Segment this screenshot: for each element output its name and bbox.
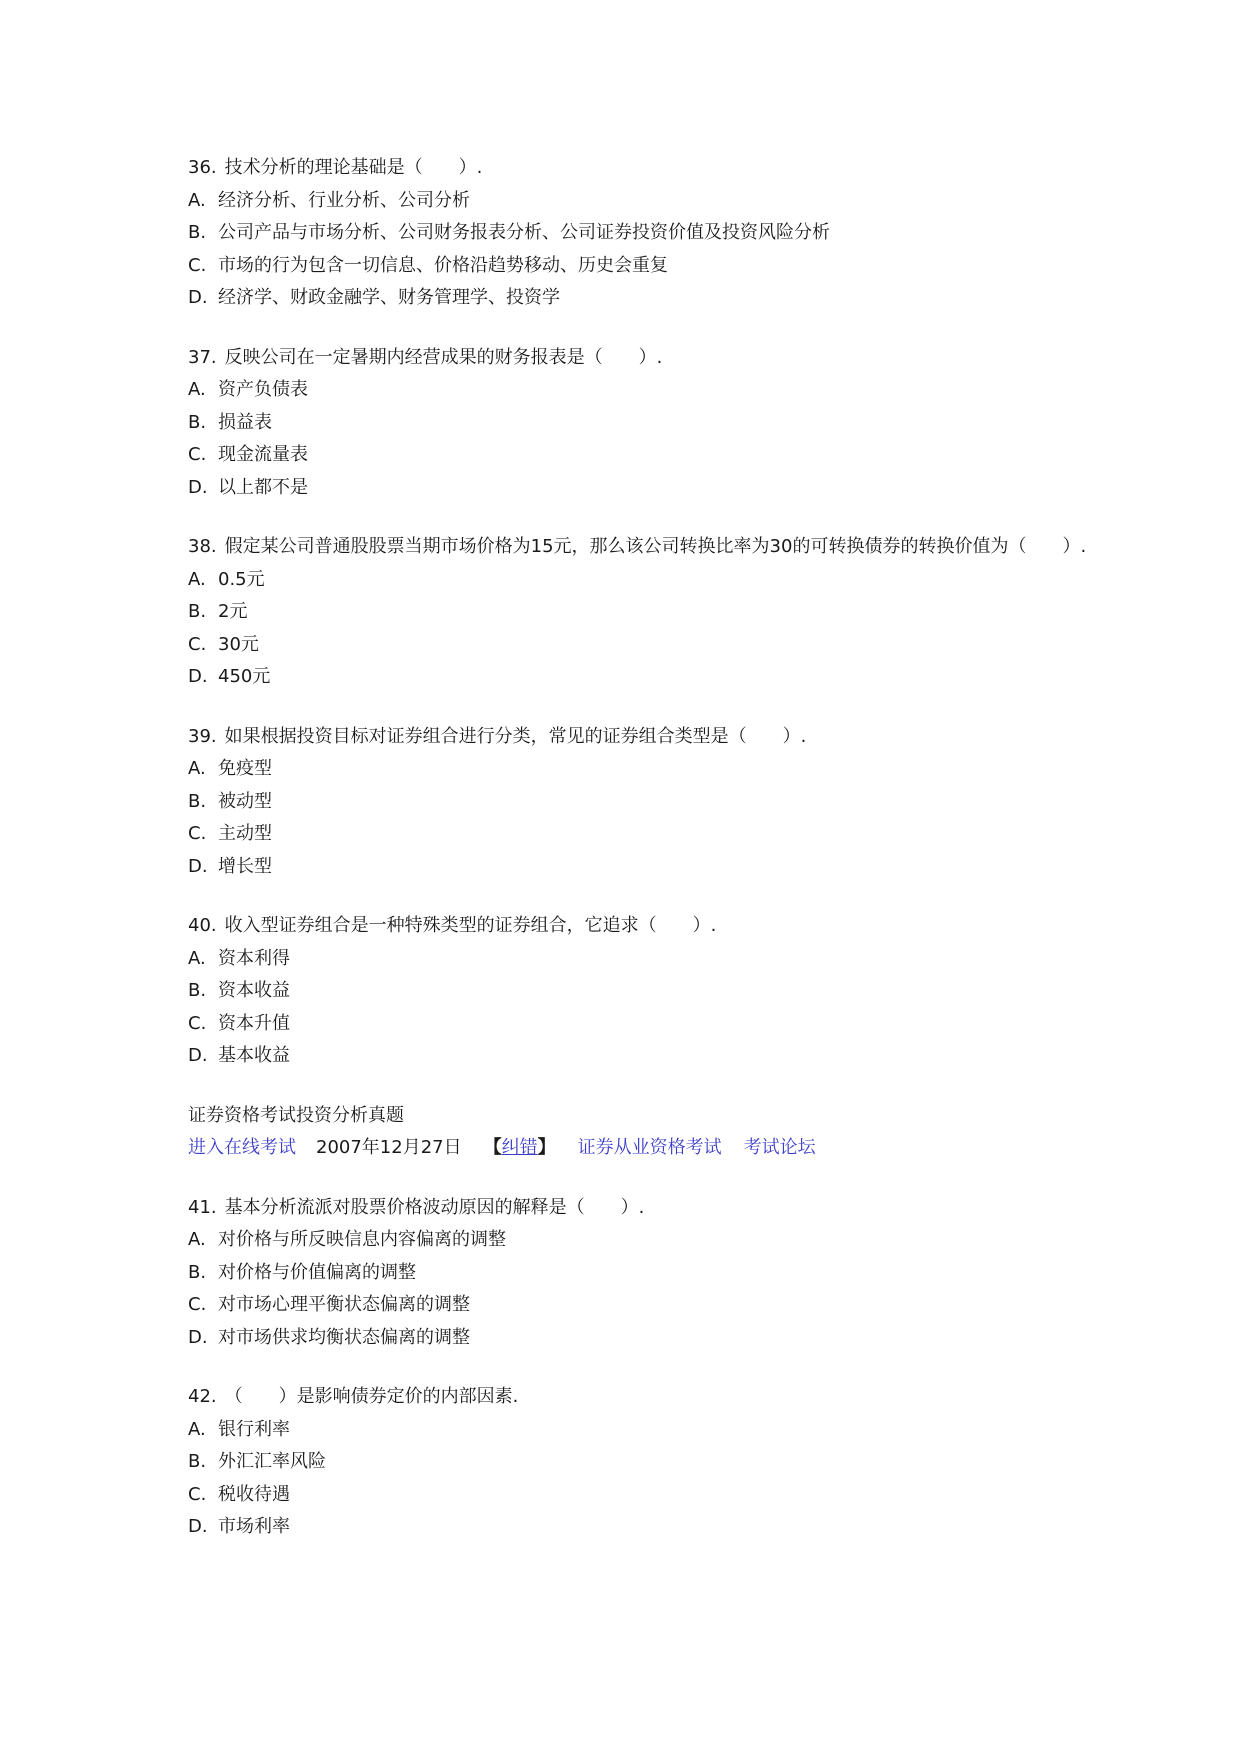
option-c <box>188 1008 1088 1041</box>
option-key: B. <box>188 601 207 622</box>
option-text: 2元 <box>218 601 248 622</box>
option-text: 税收待遇 <box>218 1483 290 1505</box>
option-a <box>188 564 1088 597</box>
question-37 <box>188 342 1088 505</box>
option-text: 主动型 <box>218 823 272 844</box>
question-text: 假定某公司普通股股票当期市场价格为15元，那么该公司转换比率为30的可转换债券的转换价值为（ ）. <box>224 536 1087 557</box>
option-text: 以上都不是 <box>218 476 308 498</box>
option-text: 外汇汇率风险 <box>218 1451 326 1472</box>
option-text: 经济分析、行业分析、公司分析 <box>218 189 470 211</box>
option-key: B. <box>188 1261 207 1283</box>
question-stem <box>188 1381 1088 1414</box>
option-key: B. <box>188 790 207 812</box>
option-text: 损益表 <box>218 411 272 433</box>
question-stem <box>188 531 1088 564</box>
option-text: 经济学、财政金融学、财务管理学、投资学 <box>218 287 560 308</box>
option-text: 银行利率 <box>218 1418 290 1440</box>
correction-link[interactable]: 纠错 <box>501 1137 538 1158</box>
option-c <box>188 1479 1088 1512</box>
option-a <box>188 1414 1088 1447</box>
bracket-open: 【 <box>483 1137 502 1158</box>
option-c <box>188 439 1088 472</box>
question-41 <box>188 1192 1088 1355</box>
option-a <box>188 1224 1088 1257</box>
option-key: C. <box>188 633 207 655</box>
option-a <box>188 185 1088 218</box>
option-key: D. <box>188 287 208 308</box>
option-b <box>188 596 1088 629</box>
option-b <box>188 975 1088 1008</box>
question-text: 收入型证券组合是一种特殊类型的证券组合，它追求（ ）. <box>224 915 717 936</box>
question-number: 37. <box>188 346 217 368</box>
option-c <box>188 1289 1088 1322</box>
option-text: 对市场供求均衡状态偏离的调整 <box>218 1326 470 1348</box>
option-key: C. <box>188 1483 207 1505</box>
option-text: 450元 <box>218 666 271 687</box>
option-text: 资产负债表 <box>218 379 308 400</box>
option-key: C. <box>188 1012 207 1034</box>
option-key: D. <box>188 666 208 687</box>
question-text: 如果根据投资目标对证券组合进行分类，常见的证券组合类型是（ ）. <box>224 725 807 747</box>
question-number: 40. <box>188 915 217 936</box>
question-42 <box>188 1381 1088 1544</box>
option-a <box>188 753 1088 786</box>
question-text: 反映公司在一定暑期内经营成果的财务报表是（ ）. <box>224 346 663 368</box>
question-text: 基本分析流派对股票价格波动原因的解释是（ ）. <box>224 1196 645 1218</box>
option-text: 现金流量表 <box>218 444 308 465</box>
option-d <box>188 661 1088 694</box>
question-number: 39. <box>188 725 217 747</box>
option-text: 资本升值 <box>218 1012 290 1034</box>
question-number: 42. <box>188 1386 217 1407</box>
option-key: A. <box>188 568 206 590</box>
option-d <box>188 282 1088 315</box>
option-text: 增长型 <box>218 855 272 877</box>
question-36 <box>188 152 1088 315</box>
option-c <box>188 629 1088 662</box>
option-key: C. <box>188 254 207 276</box>
option-text: 30元 <box>218 633 259 655</box>
question-number: 36. <box>188 157 217 178</box>
option-text: 基本收益 <box>218 1045 290 1066</box>
links-row <box>188 1132 1088 1165</box>
question-stem <box>188 342 1088 375</box>
option-b <box>188 217 1088 250</box>
option-key: A. <box>188 758 206 779</box>
option-a <box>188 374 1088 407</box>
option-key: C. <box>188 823 207 844</box>
option-key: C. <box>188 1294 207 1315</box>
option-b <box>188 786 1088 819</box>
option-key: B. <box>188 222 207 243</box>
source-block <box>188 1100 1088 1165</box>
question-stem <box>188 910 1088 943</box>
option-text: 公司产品与市场分析、公司财务报表分析、公司证券投资价值及投资风险分析 <box>218 222 830 243</box>
bracket-close: 】 <box>537 1137 556 1158</box>
option-d <box>188 1040 1088 1073</box>
option-c <box>188 250 1088 283</box>
option-key: A. <box>188 1229 206 1250</box>
question-40 <box>188 910 1088 1073</box>
option-c <box>188 818 1088 851</box>
source-title: 证券资格考试投资分析真题 <box>188 1104 404 1126</box>
option-text: 被动型 <box>218 790 272 812</box>
option-a <box>188 943 1088 976</box>
option-d <box>188 472 1088 505</box>
question-38 <box>188 531 1088 694</box>
option-d <box>188 1322 1088 1355</box>
option-text: 对市场心理平衡状态偏离的调整 <box>218 1294 470 1315</box>
option-key: D. <box>188 1326 208 1348</box>
option-text: 免疫型 <box>218 758 272 779</box>
question-39 <box>188 721 1088 884</box>
option-key: A. <box>188 947 206 969</box>
option-b <box>188 1257 1088 1290</box>
option-b <box>188 407 1088 440</box>
document-page <box>188 152 1088 1571</box>
date-text: 2007年12月27日 <box>316 1137 462 1158</box>
question-number: 41. <box>188 1196 217 1218</box>
option-text: 0.5元 <box>218 568 265 590</box>
option-text: 资本收益 <box>218 980 290 1001</box>
option-d <box>188 1511 1088 1544</box>
option-text: 资本利得 <box>218 947 290 969</box>
option-key: D. <box>188 1045 208 1066</box>
option-key: D. <box>188 855 208 877</box>
question-number: 38. <box>188 536 217 557</box>
option-key: B. <box>188 411 207 433</box>
option-text: 市场利率 <box>218 1516 290 1537</box>
option-key: A. <box>188 1418 206 1440</box>
online-exam-link[interactable]: 进入在线考试 <box>188 1137 296 1158</box>
option-key: B. <box>188 1451 207 1472</box>
question-stem <box>188 152 1088 185</box>
option-key: A. <box>188 189 206 211</box>
option-text: 对价格与所反映信息内容偏离的调整 <box>218 1229 506 1250</box>
option-key: C. <box>188 444 207 465</box>
option-d <box>188 851 1088 884</box>
option-key: A. <box>188 379 206 400</box>
option-b <box>188 1446 1088 1479</box>
exam-forum-link[interactable]: 考试论坛 <box>743 1137 816 1158</box>
option-key: B. <box>188 980 207 1001</box>
question-text: 技术分析的理论基础是（ ）. <box>224 157 483 178</box>
question-text: （ ）是影响债券定价的内部因素. <box>224 1386 519 1407</box>
question-stem <box>188 721 1088 754</box>
qualification-exam-link[interactable]: 证券从业资格考试 <box>577 1137 722 1158</box>
option-key: D. <box>188 1516 208 1537</box>
option-text: 对价格与价值偏离的调整 <box>218 1261 416 1283</box>
option-text: 市场的行为包含一切信息、价格沿趋势移动、历史会重复 <box>218 254 668 276</box>
question-stem <box>188 1192 1088 1225</box>
option-key: D. <box>188 476 208 498</box>
